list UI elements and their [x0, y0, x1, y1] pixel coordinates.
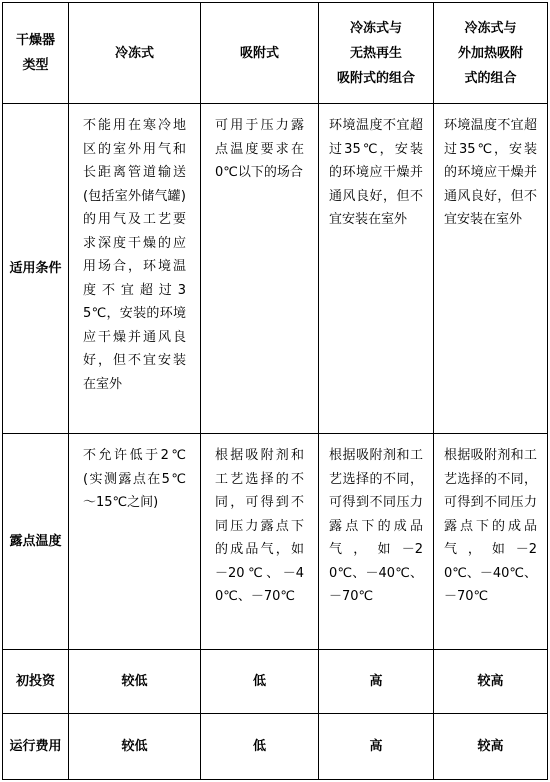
header-refrigerated-heatless-combo: [319, 3, 434, 104]
row-label-initial-investment: [3, 650, 69, 714]
cell-dew-point-adsorption: 根据吸附剂和工艺选择的不同，可得到不同压力露点下的成品气，如－20℃、－40℃、－70℃: [201, 434, 319, 650]
cell-cost-adsorption: 低: [201, 714, 319, 780]
header-refrigerated-heated-combo-text: 冷冻式与 外加热吸附 式的组合: [457, 20, 523, 86]
cell-conditions-heated-combo: 环境温度不宜超过35℃，安装的环境应干燥并通风良好，但不宜安装在室外: [434, 104, 548, 434]
cell-conditions-heatless-combo: 环境温度不宜超过35℃，安装的环境应干燥并通风良好，但不宜安装在室外: [319, 104, 434, 434]
header-refrigerated-text: 冷冻式: [114, 45, 154, 61]
header-refrigerated: [69, 3, 201, 104]
cell-dew-point-heatless-combo: 根据吸附剂和工艺选择的不同，可得到不同压力露点下的成品气，如－20℃、－40℃、－70℃: [319, 434, 434, 650]
row-label-dew-point-text: 露点温度: [9, 533, 62, 549]
header-dryer-type-text: 干燥器 类型: [15, 33, 55, 73]
dryer-comparison-table: [2, 2, 548, 780]
cell-investment-adsorption: 低: [201, 650, 319, 714]
row-label-initial-investment-text: 初投资: [15, 673, 55, 689]
cell-cost-heatless-combo: 高: [319, 714, 434, 780]
row-label-conditions: [3, 104, 69, 434]
cell-cost-refrigerated: 较低: [69, 714, 201, 780]
cell-conditions-refrigerated: 不能用在寒冷地区的室外用气和长距离管道输送(包括室外储气罐)的用气及工艺要求深度干燥的应用场合，环境温度不宜超过35℃，安装的环境应干燥并通风良好，但不宜安装在室外: [69, 104, 201, 434]
header-refrigerated-heatless-combo-text: 冷冻式与 无热再生 吸附式的组合: [336, 20, 415, 86]
row-label-dew-point: [3, 434, 69, 650]
cell-dew-point-heated-combo: 根据吸附剂和工艺选择的不同，可得到不同压力露点下的成品气，如－20℃、－40℃、－70℃: [434, 434, 548, 650]
cell-conditions-adsorption: 可用于压力露点温度要求在0℃以下的场合: [201, 104, 319, 434]
cell-dew-point-refrigerated: 不允许低于2℃(实测露点在5℃～15℃之间): [69, 434, 201, 650]
header-dryer-type: [3, 3, 69, 104]
header-adsorption: [201, 3, 319, 104]
table-row-conditions: [3, 104, 548, 434]
cell-investment-refrigerated: 较低: [69, 650, 201, 714]
cell-investment-heatless-combo: 高: [319, 650, 434, 714]
cell-investment-heated-combo: 较高: [434, 650, 548, 714]
table-row-dew-point: [3, 434, 548, 650]
header-refrigerated-heated-combo: [434, 3, 548, 104]
row-label-conditions-text: 适用条件: [9, 260, 62, 276]
table-row-initial-investment: [3, 650, 548, 714]
header-row: [3, 3, 548, 104]
cell-cost-heated-combo: 较高: [434, 714, 548, 780]
header-adsorption-text: 吸附式: [239, 45, 279, 61]
row-label-operating-cost: [3, 714, 69, 780]
row-label-operating-cost-text: 运行费用: [9, 738, 62, 754]
table-row-operating-cost: [3, 714, 548, 780]
